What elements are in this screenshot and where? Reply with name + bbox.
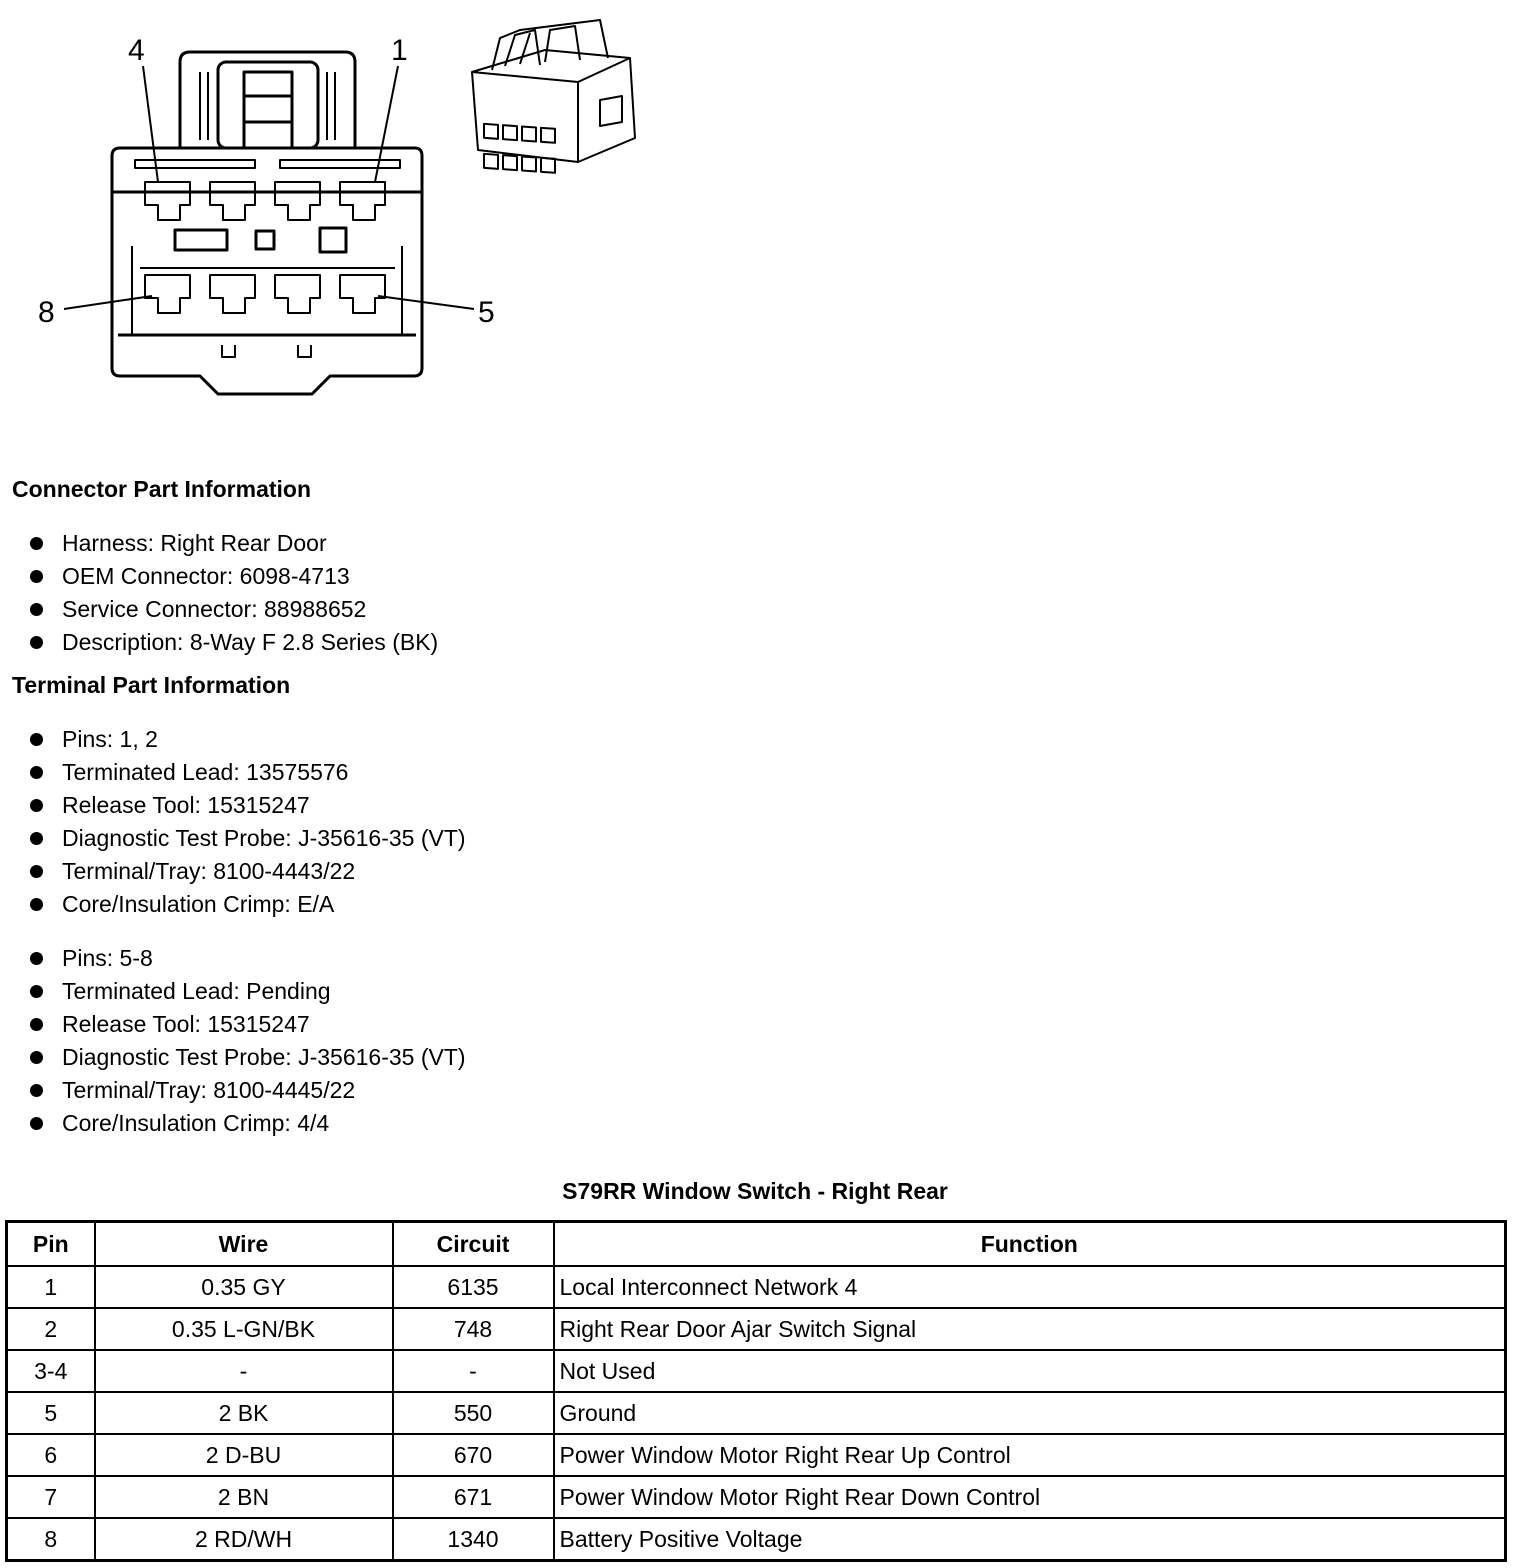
list-item: Service Connector: 88988652 bbox=[28, 593, 438, 626]
table-header-row bbox=[7, 1222, 1506, 1267]
cell-function: Battery Positive Voltage bbox=[554, 1518, 1506, 1561]
connector-body bbox=[112, 148, 422, 394]
cell-wire: 2 D-BU bbox=[95, 1434, 393, 1476]
cell-wire: 2 BN bbox=[95, 1476, 393, 1518]
cell-function: Power Window Motor Right Rear Down Control bbox=[554, 1476, 1506, 1518]
list-item: Harness: Right Rear Door bbox=[28, 527, 438, 560]
cell-circuit: 671 bbox=[393, 1476, 554, 1518]
list-item: Terminated Lead: 13575576 bbox=[28, 756, 466, 789]
column-header-wire: Wire bbox=[95, 1222, 393, 1267]
cell-wire: 0.35 L-GN/BK bbox=[95, 1308, 393, 1350]
cell-wire: 2 BK bbox=[95, 1392, 393, 1434]
connector-latch bbox=[180, 52, 355, 148]
connector-isometric-view bbox=[472, 20, 635, 173]
connector-info-list bbox=[28, 527, 438, 659]
cell-wire: 0.35 GY bbox=[95, 1266, 393, 1308]
list-item: Terminated Lead: Pending bbox=[28, 975, 466, 1008]
list-item: Diagnostic Test Probe: J-35616-35 (VT) bbox=[28, 822, 466, 855]
connector-info-title: Connector Part Information bbox=[12, 476, 312, 502]
table-title: S79RR Window Switch - Right Rear bbox=[562, 1178, 948, 1204]
terminal-info-group-2 bbox=[28, 942, 466, 1140]
table-row bbox=[7, 1518, 1506, 1561]
table-row bbox=[7, 1434, 1506, 1476]
pin-label-1: 1 bbox=[391, 34, 408, 67]
pin-label-8: 8 bbox=[38, 296, 55, 329]
list-item: Description: 8-Way F 2.8 Series (BK) bbox=[28, 626, 438, 659]
cell-pin: 8 bbox=[7, 1518, 95, 1561]
cell-pin: 7 bbox=[7, 1476, 95, 1518]
cell-pin: 3-4 bbox=[7, 1350, 95, 1392]
list-item: Diagnostic Test Probe: J-35616-35 (VT) bbox=[28, 1041, 466, 1074]
list-item: Core/Insulation Crimp: E/A bbox=[28, 888, 466, 921]
table-row bbox=[7, 1266, 1506, 1308]
cell-wire: - bbox=[95, 1350, 393, 1392]
cell-function: Right Rear Door Ajar Switch Signal bbox=[554, 1308, 1506, 1350]
cell-pin: 2 bbox=[7, 1308, 95, 1350]
cell-pin: 1 bbox=[7, 1266, 95, 1308]
column-header-circuit: Circuit bbox=[393, 1222, 554, 1267]
list-item: OEM Connector: 6098-4713 bbox=[28, 560, 438, 593]
cell-function: Local Interconnect Network 4 bbox=[554, 1266, 1506, 1308]
cell-circuit: - bbox=[393, 1350, 554, 1392]
cell-circuit: 748 bbox=[393, 1308, 554, 1350]
pin-label-4: 4 bbox=[128, 34, 145, 67]
column-header-pin: Pin bbox=[7, 1222, 95, 1267]
cell-function: Power Window Motor Right Rear Up Control bbox=[554, 1434, 1506, 1476]
table-row bbox=[7, 1350, 1506, 1392]
terminal-cavity-bottom bbox=[145, 275, 385, 313]
cell-circuit: 550 bbox=[393, 1392, 554, 1434]
list-item: Release Tool: 15315247 bbox=[28, 789, 466, 822]
cell-wire: 2 RD/WH bbox=[95, 1518, 393, 1561]
terminal-info-group-1 bbox=[28, 723, 466, 921]
column-header-function: Function bbox=[554, 1222, 1506, 1267]
table-row bbox=[7, 1308, 1506, 1350]
terminal-cavity-top bbox=[145, 182, 385, 220]
table-row bbox=[7, 1476, 1506, 1518]
cell-pin: 6 bbox=[7, 1434, 95, 1476]
cell-function: Ground bbox=[554, 1392, 1506, 1434]
cell-function: Not Used bbox=[554, 1350, 1506, 1392]
terminal-info-title: Terminal Part Information bbox=[12, 672, 291, 698]
pin-label-5: 5 bbox=[478, 296, 495, 329]
list-item: Pins: 1, 2 bbox=[28, 723, 466, 756]
list-item: Pins: 5-8 bbox=[28, 942, 466, 975]
list-item: Terminal/Tray: 8100-4443/22 bbox=[28, 855, 466, 888]
cell-circuit: 670 bbox=[393, 1434, 554, 1476]
list-item: Core/Insulation Crimp: 4/4 bbox=[28, 1107, 466, 1140]
cell-circuit: 1340 bbox=[393, 1518, 554, 1561]
cell-circuit: 6135 bbox=[393, 1266, 554, 1308]
list-item: Terminal/Tray: 8100-4445/22 bbox=[28, 1074, 466, 1107]
connector-diagram bbox=[0, 0, 700, 420]
list-item: Release Tool: 15315247 bbox=[28, 1008, 466, 1041]
cell-pin: 5 bbox=[7, 1392, 95, 1434]
table-row bbox=[7, 1392, 1506, 1434]
pinout-table bbox=[5, 1220, 1507, 1562]
